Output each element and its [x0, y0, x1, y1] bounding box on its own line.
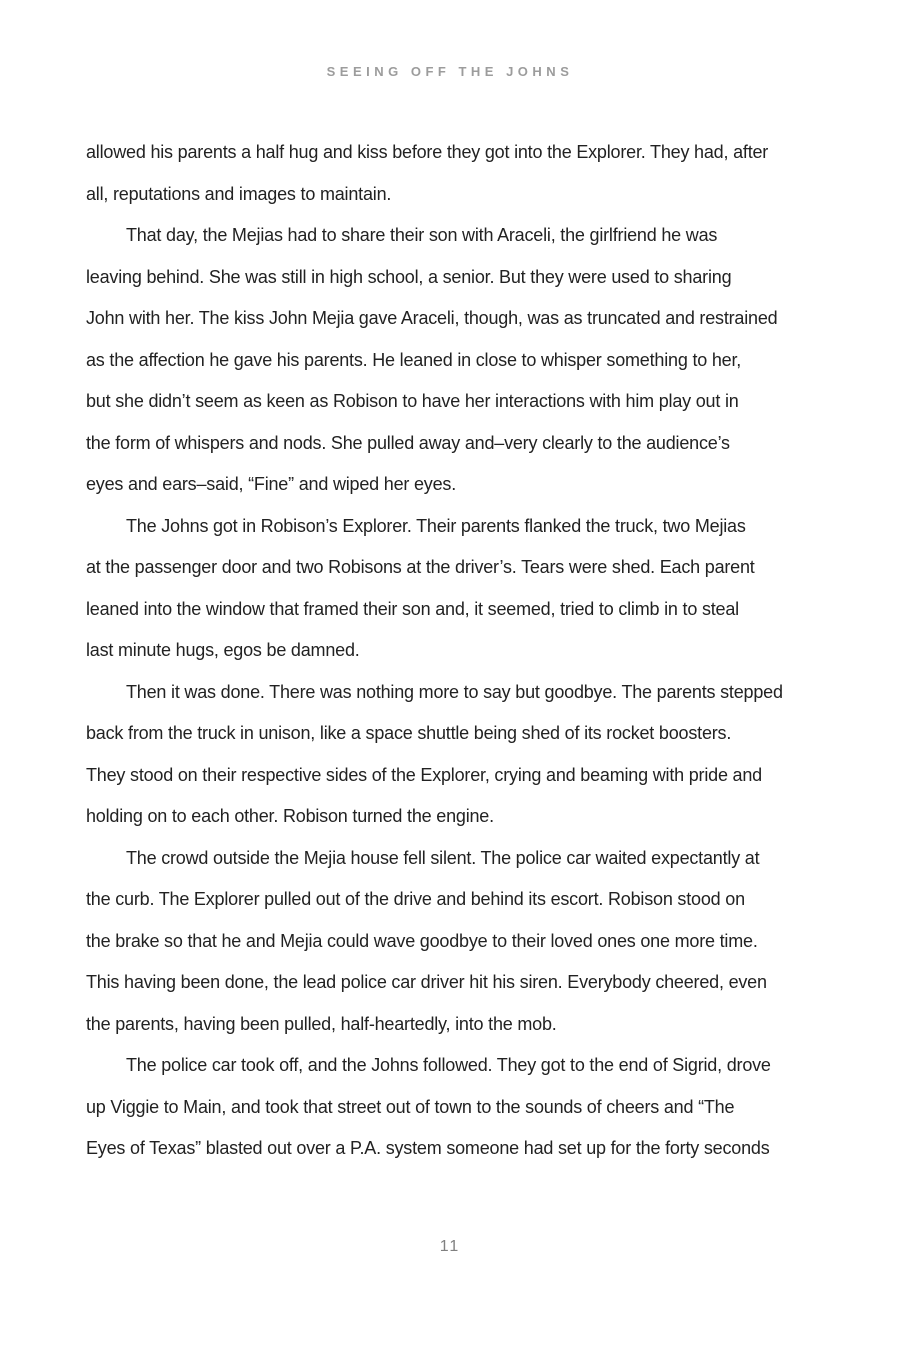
- text-line: up Viggie to Main, and took that street out of town to the sounds of cheers and “The: [86, 1096, 735, 1117]
- paragraph: [86, 672, 826, 838]
- text-line: leaned into the window that framed their son and, it seemed, tried to climb in to steal: [86, 598, 739, 619]
- text-line: holding on to each other. Robison turned the engine.: [86, 806, 494, 826]
- text-line: the form of whispers and nods. She pulled away and–very clearly to the audience’s: [86, 432, 730, 453]
- text-line: but she didn’t seem as keen as Robison to have her interactions with him play out in: [86, 391, 739, 411]
- text-line: the brake so that he and Mejia could wave goodbye to their loved ones one more time.: [86, 930, 758, 951]
- text-line: the curb. The Explorer pulled out of the drive and behind its escort. Robison stood on: [86, 889, 745, 909]
- text-line: The Johns got in Robison’s Explorer. Their parents flanked the truck, two Mejias: [126, 515, 746, 536]
- page-number: 11: [439, 1238, 461, 1255]
- text-line: leaving behind. She was still in high school, a senior. But they were used to sharing: [86, 266, 732, 287]
- text-line: The police car took off, and the Johns followed. They got to the end of Sigrid, drove: [126, 1055, 771, 1075]
- text-line: allowed his parents a half hug and kiss before they got into the Explorer. They had, after: [86, 142, 769, 162]
- text-line: all, reputations and images to maintain.: [86, 183, 392, 204]
- text-line: Then it was done. There was nothing more to say but goodbye. The parents stepped: [126, 681, 783, 702]
- text-line: They stood on their respective sides of the Explorer, crying and beaming with pride and: [86, 764, 762, 785]
- text-line: This having been done, the lead police car driver hit his siren. Everybody cheered, even: [86, 972, 767, 992]
- text-line: The crowd outside the Mejia house fell silent. The police car waited expectantly at: [126, 847, 760, 868]
- text-line: eyes and ears–said, “Fine” and wiped her eyes.: [86, 474, 457, 494]
- paragraph: [86, 506, 826, 672]
- page-body: [86, 132, 826, 1170]
- text-line: That day, the Mejias had to share their son with Araceli, the girlfriend he was: [126, 225, 718, 245]
- text-line: back from the truck in unison, like a space shuttle being shed of its rocket boosters.: [86, 723, 732, 743]
- paragraph: [86, 215, 826, 506]
- paragraph: [86, 1045, 826, 1170]
- running-header: SEEING OFF THE JOHNS: [326, 64, 574, 79]
- paragraph: [86, 838, 826, 1046]
- text-line: at the passenger door and two Robisons at the driver’s. Tears were shed. Each parent: [86, 557, 755, 577]
- text-line: as the affection he gave his parents. He leaned in close to whisper something to her,: [86, 349, 742, 370]
- text-line: last minute hugs, egos be damned.: [86, 640, 360, 660]
- paragraph: [86, 132, 826, 215]
- text-line: the parents, having been pulled, half-heartedly, into the mob.: [86, 1013, 557, 1034]
- text-line: John with her. The kiss John Mejia gave Araceli, though, was as truncated and restrained: [86, 308, 778, 328]
- text-line: Eyes of Texas” blasted out over a P.A. system someone had set up for the forty seconds: [86, 1138, 770, 1158]
